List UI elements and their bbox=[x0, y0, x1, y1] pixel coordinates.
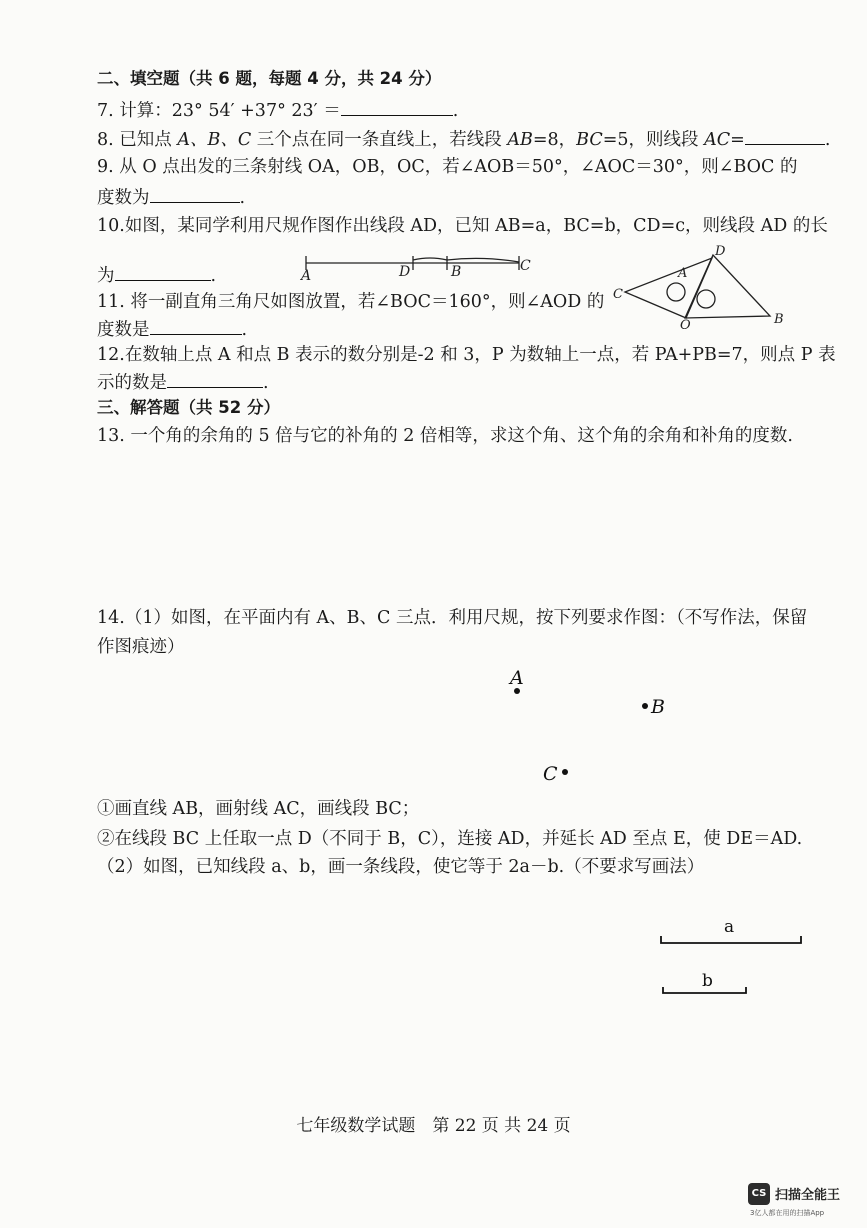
label-d: D bbox=[399, 264, 411, 280]
question-14-line2: 作图痕迹） bbox=[97, 637, 185, 657]
question-9-line1: 9. 从 O 点出发的三条射线 OA，OB，OC，若∠AOB＝50°，∠AOC＝30°，则∠BOC 的 bbox=[97, 157, 798, 177]
question-14-req1: ①画直线 AB，画射线 AC，画线段 BC； bbox=[97, 799, 420, 819]
segment-b-label: b bbox=[702, 971, 713, 991]
figure-q11-triangles bbox=[625, 255, 770, 318]
question-10-line1: 10.如图，某同学利用尺规作图作出线段 AD，已知 AB=a，BC=b，CD=c，则线段 AD 的长 bbox=[97, 216, 828, 236]
label-a: A bbox=[510, 667, 524, 689]
label-d: D bbox=[715, 244, 726, 259]
question-12-line2: 示的数是 . bbox=[97, 369, 269, 395]
q7-text: 7. 计算：23° 54′ +37° 23′ ＝ bbox=[97, 101, 341, 121]
label-c: C bbox=[543, 763, 558, 785]
section3-title: 三、解答题（共 52 分） bbox=[97, 398, 280, 417]
question-10-line2: 为 . bbox=[97, 262, 216, 288]
question-8: 8. 已知点 A、B、C 三个点在同一条直线上，若线段 AB=8，BC=5，则线段 AC= . bbox=[97, 126, 830, 152]
question-12-line1: 12.在数轴上点 A 和点 B 表示的数分别是-2 和 3，P 为数轴上一点，若 PA+PB=7，则点 P 表 bbox=[97, 345, 836, 365]
question-7: 7. 计算：23° 54′ +37° 23′ ＝ . bbox=[97, 97, 458, 123]
question-14-req2: ②在线段 BC 上任取一点 D（不同于 B，C），连接 AD，并延长 AD 至点 E，使 DE＝AD. bbox=[97, 829, 803, 849]
label-a: A bbox=[678, 266, 688, 281]
question-14-part2: （2）如图，已知线段 a、b，画一条线段，使它等于 2a－b.（不要求写画法） bbox=[97, 857, 705, 877]
label-b: B bbox=[774, 312, 784, 327]
section2-title: 二、填空题（共 6 题，每题 4 分，共 24 分） bbox=[97, 69, 442, 88]
question-11-line2: 度数是 . bbox=[97, 316, 247, 342]
logo-tagline: 3亿人都在用的扫描App bbox=[750, 1209, 825, 1217]
label-c: C bbox=[520, 258, 531, 274]
figure-q14-segments bbox=[661, 936, 801, 993]
logo-name: 扫描全能王 bbox=[775, 1188, 841, 1203]
figure-q10-segment bbox=[306, 256, 519, 270]
segment-a-label: a bbox=[724, 917, 735, 937]
label-o: O bbox=[680, 318, 691, 333]
question-14-line1: 14.（1）如图，在平面内有 A、B、C 三点．利用尺规，按下列要求作图：（不写作法，保留 bbox=[97, 608, 808, 628]
label-a: A bbox=[301, 268, 312, 284]
question-13: 13. 一个角的余角的 5 倍与它的补角的 2 倍相等，求这个角、这个角的余角和补角的度数. bbox=[97, 426, 793, 446]
question-9-line2: 度数为 . bbox=[97, 184, 245, 210]
segment-a bbox=[661, 936, 801, 943]
question-11-line1: 11. 将一副直角三角尺如图放置，若∠BOC＝160°，则∠AOD 的 bbox=[97, 292, 605, 312]
point-b bbox=[642, 703, 648, 709]
point-c bbox=[562, 769, 568, 775]
scanner-watermark bbox=[748, 1183, 858, 1223]
label-b: B bbox=[451, 264, 462, 280]
page-footer: 七年级数学试题 第 22 页 共 24 页 bbox=[296, 1116, 571, 1136]
cs-logo-icon: CS bbox=[748, 1183, 770, 1205]
label-b: B bbox=[651, 696, 665, 718]
label-c: C bbox=[613, 287, 623, 302]
figure-q14-points bbox=[514, 688, 648, 775]
